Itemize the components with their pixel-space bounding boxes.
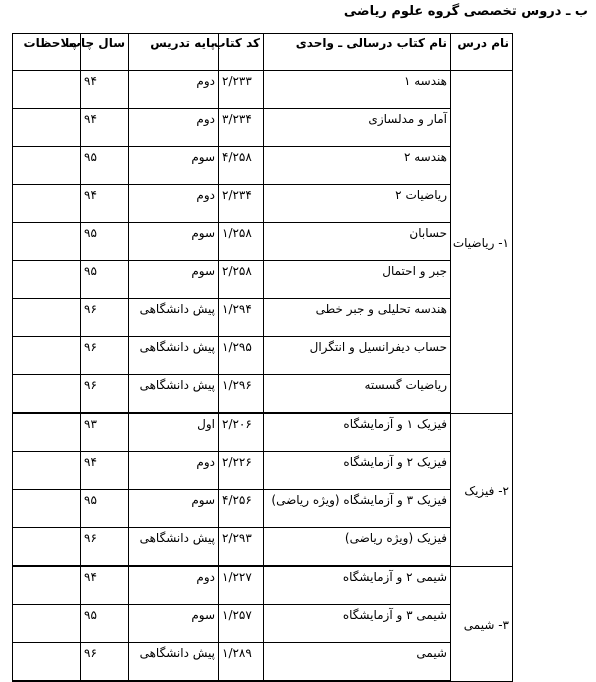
- book-code-cell: ۲/۲۳۳: [219, 71, 264, 109]
- table-row: [13, 413, 513, 452]
- print-year-cell: ۹۶: [81, 299, 129, 337]
- page-title: ب ـ دروس تخصصی گروه علوم ریاضی: [343, 4, 588, 19]
- grade-cell: دوم: [129, 71, 219, 109]
- print-year-cell: ۹۵: [81, 261, 129, 299]
- print-year-cell: ۹۴: [81, 71, 129, 109]
- grade-cell: دوم: [129, 185, 219, 223]
- print-year-cell: ۹۴: [81, 452, 129, 490]
- book-code-cell: ۲/۲۳۴: [219, 185, 264, 223]
- table-row: [13, 490, 513, 528]
- print-year-cell: ۹۴: [81, 566, 129, 605]
- book-name-cell: فیزیک ۱ و آزمایشگاه: [264, 413, 451, 452]
- book-code-cell: ۱/۲۲۷: [219, 566, 264, 605]
- notes-cell: [13, 643, 81, 682]
- notes-cell: [13, 452, 81, 490]
- header-notes: ملاحظات: [13, 34, 81, 71]
- grade-cell: سوم: [129, 223, 219, 261]
- table-row: [13, 566, 513, 605]
- book-code-cell: ۲/۲۵۸: [219, 261, 264, 299]
- book-name-cell: هندسه ۲: [264, 147, 451, 185]
- grade-cell: پیش دانشگاهی: [129, 337, 219, 375]
- header-year: سال چاپ: [81, 34, 129, 71]
- book-name-cell: شیمی ۳ و آزمایشگاه: [264, 605, 451, 643]
- print-year-cell: ۹۴: [81, 109, 129, 147]
- notes-cell: [13, 261, 81, 299]
- grade-cell: پیش دانشگاهی: [129, 299, 219, 337]
- book-name-cell: فیزیک ۲ و آزمایشگاه: [264, 452, 451, 490]
- notes-cell: [13, 566, 81, 605]
- table-row: [13, 109, 513, 147]
- course-name-cell: ۳- شیمی: [451, 566, 513, 681]
- grade-cell: اول: [129, 413, 219, 452]
- book-code-cell: ۱/۲۹۵: [219, 337, 264, 375]
- book-name-cell: فیزیک (ویژه ریاضی): [264, 528, 451, 567]
- book-name-cell: هندسه تحلیلی و جبر خطی: [264, 299, 451, 337]
- book-name-cell: حسابان: [264, 223, 451, 261]
- table-row: [13, 337, 513, 375]
- notes-cell: [13, 185, 81, 223]
- table-row: [13, 299, 513, 337]
- notes-cell: [13, 528, 81, 567]
- book-code-cell: ۱/۲۵۷: [219, 605, 264, 643]
- book-name-cell: آمار و مدلسازی: [264, 109, 451, 147]
- book-name-cell: فیزیک ۳ و آزمایشگاه (ویژه ریاضی): [264, 490, 451, 528]
- notes-cell: [13, 299, 81, 337]
- grade-cell: دوم: [129, 566, 219, 605]
- notes-cell: [13, 337, 81, 375]
- book-code-cell: ۱/۲۹۶: [219, 375, 264, 414]
- grade-cell: پیش دانشگاهی: [129, 375, 219, 414]
- header-row: [13, 34, 513, 71]
- table-row: [13, 452, 513, 490]
- print-year-cell: ۹۶: [81, 375, 129, 414]
- table-row: [13, 147, 513, 185]
- book-name-cell: حساب دیفرانسیل و انتگرال: [264, 337, 451, 375]
- print-year-cell: ۹۶: [81, 643, 129, 682]
- book-name-cell: ریاضیات گسسته: [264, 375, 451, 414]
- notes-cell: [13, 490, 81, 528]
- table-row: [13, 528, 513, 567]
- table-row: [13, 71, 513, 109]
- notes-cell: [13, 413, 81, 452]
- book-name-cell: شیمی ۲ و آزمایشگاه: [264, 566, 451, 605]
- grade-cell: سوم: [129, 605, 219, 643]
- table-row: [13, 185, 513, 223]
- grade-cell: سوم: [129, 147, 219, 185]
- book-name-cell: ریاضیات ۲: [264, 185, 451, 223]
- table-row: [13, 261, 513, 299]
- notes-cell: [13, 375, 81, 414]
- table-row: [13, 223, 513, 261]
- print-year-cell: ۹۵: [81, 223, 129, 261]
- grade-cell: پیش دانشگاهی: [129, 528, 219, 567]
- curriculum-table: [12, 33, 513, 682]
- table-row: [13, 375, 513, 414]
- book-code-cell: ۱/۲۸۹: [219, 643, 264, 682]
- book-code-cell: ۲/۲۰۶: [219, 413, 264, 452]
- book-code-cell: ۲/۲۹۳: [219, 528, 264, 567]
- grade-cell: پیش دانشگاهی: [129, 643, 219, 682]
- book-code-cell: ۱/۲۵۸: [219, 223, 264, 261]
- book-name-cell: جبر و احتمال: [264, 261, 451, 299]
- notes-cell: [13, 605, 81, 643]
- print-year-cell: ۹۵: [81, 605, 129, 643]
- grade-cell: سوم: [129, 261, 219, 299]
- book-code-cell: ۴/۲۵۶: [219, 490, 264, 528]
- table-row: [13, 605, 513, 643]
- print-year-cell: ۹۵: [81, 147, 129, 185]
- header-book: نام کتاب درسالی ـ واحدی: [264, 34, 451, 71]
- course-name-cell: ۲- فیزیک: [451, 413, 513, 566]
- book-code-cell: ۴/۲۵۸: [219, 147, 264, 185]
- table-row: [13, 643, 513, 682]
- notes-cell: [13, 223, 81, 261]
- print-year-cell: ۹۳: [81, 413, 129, 452]
- course-name-cell: ۱- ریاضیات: [451, 71, 513, 414]
- header-course: نام درس: [451, 34, 513, 71]
- print-year-cell: ۹۵: [81, 490, 129, 528]
- print-year-cell: ۹۶: [81, 528, 129, 567]
- notes-cell: [13, 109, 81, 147]
- table-body: [13, 71, 513, 682]
- print-year-cell: ۹۴: [81, 185, 129, 223]
- book-name-cell: شیمی: [264, 643, 451, 682]
- notes-cell: [13, 71, 81, 109]
- book-code-cell: ۳/۲۳۴: [219, 109, 264, 147]
- grade-cell: سوم: [129, 490, 219, 528]
- book-code-cell: ۲/۲۲۶: [219, 452, 264, 490]
- book-name-cell: هندسه ۱: [264, 71, 451, 109]
- header-code: کد کتاب: [219, 34, 264, 71]
- grade-cell: دوم: [129, 109, 219, 147]
- print-year-cell: ۹۶: [81, 337, 129, 375]
- grade-cell: دوم: [129, 452, 219, 490]
- book-code-cell: ۱/۲۹۴: [219, 299, 264, 337]
- notes-cell: [13, 147, 81, 185]
- header-grade: پایه تدریس: [129, 34, 219, 71]
